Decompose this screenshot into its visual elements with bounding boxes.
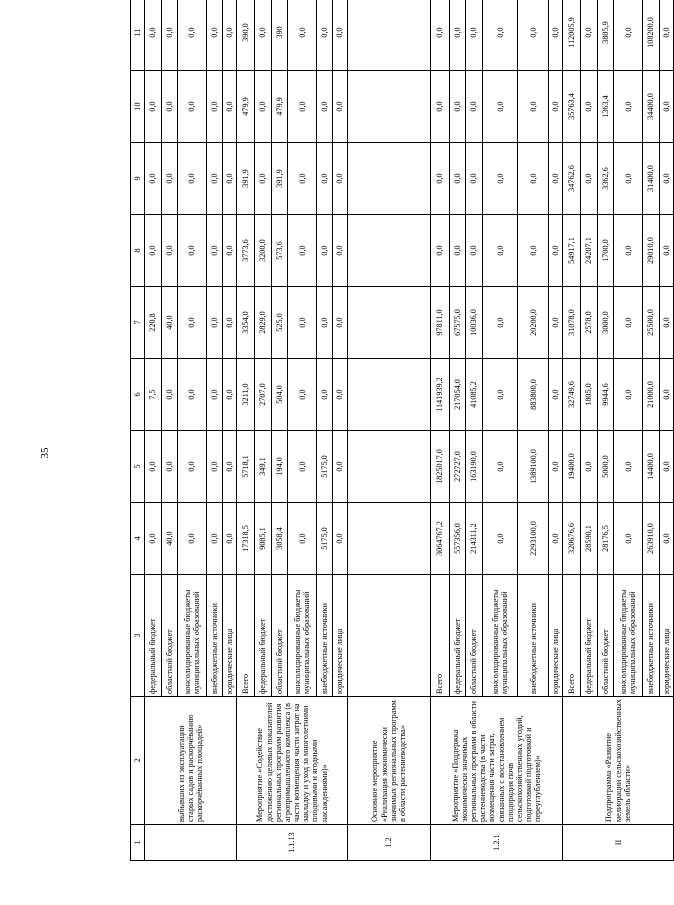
value-cell: 0,0 [178, 503, 206, 575]
value-cell: 3354,0 [237, 287, 255, 359]
value-cell: 0,0 [549, 0, 563, 71]
value-cell: 0,0 [549, 143, 563, 215]
funding-source: юридические лица [333, 575, 347, 697]
value-cell: 557356,0 [449, 503, 466, 575]
value-cell: 0,0 [145, 143, 162, 215]
row-name: Подпрограмма «Развитие мелиорации сельскохозяйственных земель области» [563, 697, 674, 825]
value-cell: 3000,0 [597, 287, 614, 359]
value-cell: 0,0 [223, 71, 237, 143]
table-row [563, 0, 581, 861]
value-cell: 0,0 [255, 0, 272, 71]
value-cell: 3773,6 [237, 215, 255, 287]
value-cell: 0,0 [206, 71, 223, 143]
value-cell: 0,0 [288, 431, 316, 503]
funding-source: консолидированные бюджеты муниципальных образований [614, 575, 642, 697]
value-cell: 0,0 [145, 215, 162, 287]
value-cell: 0,0 [223, 0, 237, 71]
value-cell: 0,0 [659, 359, 674, 431]
value-cell: 0,0 [206, 359, 223, 431]
value-cell: 0,0 [581, 143, 598, 215]
value-cell: 1141939,2 [430, 359, 449, 431]
value-cell: 0,0 [614, 503, 642, 575]
value-cell: 28590,1 [581, 503, 598, 575]
funding-source: юридические лица [549, 575, 563, 697]
value-cell: 0,0 [614, 431, 642, 503]
row-code: 1.1.13 [237, 825, 347, 861]
value-cell: 1825017,0 [430, 431, 449, 503]
header-cell: 8 [131, 215, 145, 287]
value-cell: 0,0 [178, 431, 206, 503]
value-cell: 0,0 [206, 503, 223, 575]
value-cell: 7,5 [145, 359, 162, 431]
value-cell: 0,0 [482, 287, 518, 359]
value-cell: 0,0 [161, 71, 178, 143]
value-cell: 1700,0 [597, 215, 614, 287]
value-cell: 0,0 [549, 359, 563, 431]
value-cell: 0,0 [316, 0, 333, 71]
value-cell: 0,0 [659, 215, 674, 287]
funding-source: внебюджетные источники [518, 575, 549, 697]
value-cell: 108200,0 [642, 0, 659, 71]
value-cell: 0,0 [223, 287, 237, 359]
funding-source: внебюджетные источники [642, 575, 659, 697]
value-cell: 0,0 [223, 431, 237, 503]
value-cell: 573,6 [271, 215, 288, 287]
value-cell: 9085,1 [255, 503, 272, 575]
empty-cell [347, 287, 430, 359]
value-cell: 0,0 [659, 431, 674, 503]
value-cell: 0,0 [288, 0, 316, 71]
value-cell: 2293100,0 [518, 503, 549, 575]
value-cell: 17318,5 [237, 503, 255, 575]
header-cell: 1 [131, 825, 145, 861]
value-cell: 0,0 [466, 215, 483, 287]
value-cell: 0,0 [333, 71, 347, 143]
value-cell: 0,0 [430, 215, 449, 287]
value-cell: 5175,0 [316, 503, 333, 575]
value-cell: 0,0 [178, 71, 206, 143]
value-cell: 2707,0 [255, 359, 272, 431]
value-cell: 0,0 [549, 287, 563, 359]
value-cell: 14400,0 [642, 431, 659, 503]
table-row [347, 0, 430, 861]
funding-source: Всего [430, 575, 449, 697]
funding-source: областной бюджет [271, 575, 288, 697]
table-row [237, 0, 255, 861]
funding-source: Всего [237, 575, 255, 697]
value-cell: 67575,0 [449, 287, 466, 359]
value-cell: 391,9 [237, 143, 255, 215]
budget-table [130, 0, 674, 861]
value-cell: 220,8 [145, 287, 162, 359]
value-cell: 0,0 [223, 359, 237, 431]
value-cell: 31078,0 [563, 287, 581, 359]
funding-source: консолидированные бюджеты муниципальных образований [288, 575, 316, 697]
value-cell: 0,0 [549, 71, 563, 143]
header-cell: 2 [131, 697, 145, 825]
value-cell: 54917,1 [563, 215, 581, 287]
value-cell: 29010,0 [642, 215, 659, 287]
value-cell: 25500,0 [642, 287, 659, 359]
funding-source: внебюджетные источники [316, 575, 333, 697]
header-cell: 11 [131, 0, 145, 71]
value-cell: 0,0 [206, 0, 223, 71]
value-cell: 0,0 [316, 359, 333, 431]
value-cell: 0,0 [581, 71, 598, 143]
row-code: 1.2 [347, 825, 430, 861]
value-cell: 272727,0 [449, 431, 466, 503]
value-cell: 0,0 [178, 287, 206, 359]
header-row [131, 0, 145, 861]
value-cell: 0,0 [482, 0, 518, 71]
value-cell: 0,0 [316, 215, 333, 287]
value-cell: 0,0 [178, 0, 206, 71]
value-cell: 34762,6 [563, 143, 581, 215]
value-cell: 0,0 [145, 71, 162, 143]
value-cell: 3362,6 [597, 143, 614, 215]
value-cell: 0,0 [449, 143, 466, 215]
value-cell: 0,0 [518, 71, 549, 143]
value-cell: 0,0 [316, 143, 333, 215]
value-cell: 0,0 [316, 287, 333, 359]
value-cell: 19400,0 [563, 431, 581, 503]
value-cell: 5175,0 [316, 431, 333, 503]
value-cell: 0,0 [161, 215, 178, 287]
funding-source: областной бюджет [161, 575, 178, 697]
value-cell: 0,0 [466, 71, 483, 143]
value-cell: 0,0 [614, 359, 642, 431]
value-cell: 0,0 [255, 71, 272, 143]
empty-cell [347, 503, 430, 575]
value-cell: 2829,0 [255, 287, 272, 359]
value-cell: 0,0 [449, 0, 466, 71]
value-cell: 35763,4 [563, 71, 581, 143]
value-cell: 0,0 [482, 71, 518, 143]
value-cell: 0,0 [466, 0, 483, 71]
value-cell: 28176,5 [597, 503, 614, 575]
value-cell: 0,0 [581, 431, 598, 503]
value-cell: 0,0 [449, 71, 466, 143]
value-cell: 2578,0 [581, 287, 598, 359]
value-cell: 1805,0 [581, 359, 598, 431]
value-cell: 349,1 [255, 431, 272, 503]
value-cell: 31400,0 [642, 143, 659, 215]
header-cell: 5 [131, 431, 145, 503]
value-cell: 0,0 [614, 215, 642, 287]
table-row [430, 0, 449, 861]
value-cell: 0,0 [178, 215, 206, 287]
row-code [145, 825, 237, 861]
header-cell: 4 [131, 503, 145, 575]
empty-cell [347, 359, 430, 431]
funding-source: федеральный бюджет [255, 575, 272, 697]
row-name: Основное мероприятие «Реализация экономически значимых региональных программ в области растениеводства» [347, 697, 430, 825]
funding-source: внебюджетные источники [206, 575, 223, 697]
funding-source: юридические лица [659, 575, 674, 697]
value-cell: 479,9 [271, 71, 288, 143]
value-cell: 0,0 [430, 71, 449, 143]
funding-source: федеральный бюджет [449, 575, 466, 697]
value-cell: 320676,6 [563, 503, 581, 575]
value-cell: 0,0 [206, 143, 223, 215]
value-cell: 0,0 [161, 431, 178, 503]
empty-cell [347, 215, 430, 287]
value-cell: 504,0 [271, 359, 288, 431]
value-cell: 0,0 [288, 71, 316, 143]
value-cell: 0,0 [223, 215, 237, 287]
value-cell: 0,0 [223, 503, 237, 575]
value-cell: 263910,0 [642, 503, 659, 575]
value-cell: 0,0 [161, 0, 178, 71]
value-cell: 0,0 [482, 431, 518, 503]
funding-source: федеральный бюджет [145, 575, 162, 697]
value-cell: 194,0 [271, 431, 288, 503]
empty-cell [347, 431, 430, 503]
funding-source: консолидированные бюджеты муниципальных образований [178, 575, 206, 697]
value-cell: 0,0 [288, 143, 316, 215]
value-cell: 390 [271, 0, 288, 71]
value-cell: 41085,2 [466, 359, 483, 431]
value-cell: 0,0 [333, 215, 347, 287]
value-cell: 1389100,0 [518, 431, 549, 503]
value-cell: 0,0 [614, 143, 642, 215]
value-cell: 0,0 [288, 503, 316, 575]
value-cell: 214311,2 [466, 503, 483, 575]
value-cell: 32749,6 [563, 359, 581, 431]
value-cell: 0,0 [255, 143, 272, 215]
value-cell: 0,0 [145, 431, 162, 503]
value-cell: 0,0 [614, 0, 642, 71]
value-cell: 0,0 [482, 359, 518, 431]
value-cell: 0,0 [614, 287, 642, 359]
value-cell: 0,0 [145, 0, 162, 71]
value-cell: 10036,0 [466, 287, 483, 359]
value-cell: 0,0 [659, 287, 674, 359]
value-cell: 0,0 [333, 359, 347, 431]
value-cell: 0,0 [659, 71, 674, 143]
value-cell: 3058,4 [271, 503, 288, 575]
row-code: 1.2.1 [430, 825, 563, 861]
value-cell: 0,0 [161, 143, 178, 215]
value-cell: 0,0 [581, 0, 598, 71]
value-cell: 3064767,2 [430, 503, 449, 575]
value-cell: 112005,9 [563, 0, 581, 71]
row-name: Мероприятие «Поддержка экономически значимых региональных программ в области растениеводства (в части возмещения части затрат, связанных с восстановлением плодородия почв сельскохозяйственных угодий, подготовкой подготовкой и переуглублением)» [430, 697, 563, 825]
value-cell: 0,0 [482, 503, 518, 575]
value-cell: 0,0 [288, 359, 316, 431]
value-cell: 1363,4 [597, 71, 614, 143]
value-cell: 0,0 [482, 215, 518, 287]
value-cell: 0,0 [659, 0, 674, 71]
value-cell: 525,0 [271, 287, 288, 359]
value-cell: 0,0 [518, 215, 549, 287]
value-cell: 0,0 [206, 215, 223, 287]
table-row [145, 0, 162, 861]
value-cell: 0,0 [449, 215, 466, 287]
value-cell: 0,0 [333, 431, 347, 503]
value-cell: 0,0 [518, 0, 549, 71]
value-cell: 0,0 [549, 431, 563, 503]
value-cell: 0,0 [333, 0, 347, 71]
value-cell: 97811,0 [430, 287, 449, 359]
value-cell: 479,9 [237, 71, 255, 143]
value-cell: 163190,0 [466, 431, 483, 503]
funding-source: консолидированные бюджеты муниципальных образований [482, 575, 518, 697]
value-cell: 0,0 [466, 143, 483, 215]
value-cell: 217054,0 [449, 359, 466, 431]
value-cell: 0,0 [549, 503, 563, 575]
value-cell: 390,0 [237, 0, 255, 71]
row-name: Мероприятие «Содействие достижению целевых показателей региональных программ развития агропромышленного комплекса (в части возмещения части затрат на закладку и уход за многолетними плодовыми и ягодными насаждениями)» [237, 697, 347, 825]
empty-cell [347, 0, 430, 71]
value-cell: 34400,0 [642, 71, 659, 143]
row-name: выбывших из эксплуатации старых садов и раскорчёванию раскорчёванных площадей» [145, 697, 237, 825]
value-cell: 40,0 [161, 287, 178, 359]
value-cell: 0,0 [178, 143, 206, 215]
value-cell: 0,0 [206, 287, 223, 359]
value-cell: 0,0 [333, 287, 347, 359]
value-cell: 391,9 [271, 143, 288, 215]
value-cell: 0,0 [288, 215, 316, 287]
value-cell: 5718,1 [237, 431, 255, 503]
value-cell: 3211,0 [237, 359, 255, 431]
value-cell: 9944,6 [597, 359, 614, 431]
empty-cell [347, 575, 430, 697]
value-cell: 40,0 [161, 503, 178, 575]
value-cell: 0,0 [482, 143, 518, 215]
value-cell: 0,0 [206, 431, 223, 503]
value-cell: 0,0 [316, 71, 333, 143]
value-cell: 0,0 [659, 143, 674, 215]
rotated-table-container [130, 1, 674, 861]
value-cell: 3805,9 [597, 0, 614, 71]
funding-source: областной бюджет [597, 575, 614, 697]
value-cell: 0,0 [614, 71, 642, 143]
value-cell: 0,0 [161, 359, 178, 431]
value-cell: 3200,0 [255, 215, 272, 287]
row-code: II [563, 825, 674, 861]
header-cell: 3 [131, 575, 145, 697]
value-cell: 0,0 [333, 143, 347, 215]
table-body [145, 0, 674, 861]
empty-cell [347, 71, 430, 143]
value-cell: 0,0 [288, 287, 316, 359]
value-cell: 0,0 [549, 215, 563, 287]
value-cell: 0,0 [430, 143, 449, 215]
page-number: 35 [39, 447, 51, 459]
value-cell: 0,0 [178, 359, 206, 431]
header-cell: 6 [131, 359, 145, 431]
value-cell: 883800,0 [518, 359, 549, 431]
empty-cell [347, 143, 430, 215]
value-cell: 0,0 [333, 503, 347, 575]
value-cell: 21000,0 [642, 359, 659, 431]
value-cell: 0,0 [145, 503, 162, 575]
funding-source: Всего [563, 575, 581, 697]
value-cell: 0,0 [223, 143, 237, 215]
value-cell: 20200,0 [518, 287, 549, 359]
value-cell: 0,0 [430, 0, 449, 71]
header-cell: 7 [131, 287, 145, 359]
value-cell: 24207,1 [581, 215, 598, 287]
funding-source: областной бюджет [466, 575, 483, 697]
value-cell: 5000,0 [597, 431, 614, 503]
value-cell: 0,0 [659, 503, 674, 575]
funding-source: федеральный бюджет [581, 575, 598, 697]
funding-source: юридические лица [223, 575, 237, 697]
header-cell: 10 [131, 71, 145, 143]
value-cell: 0,0 [518, 143, 549, 215]
header-cell: 9 [131, 143, 145, 215]
